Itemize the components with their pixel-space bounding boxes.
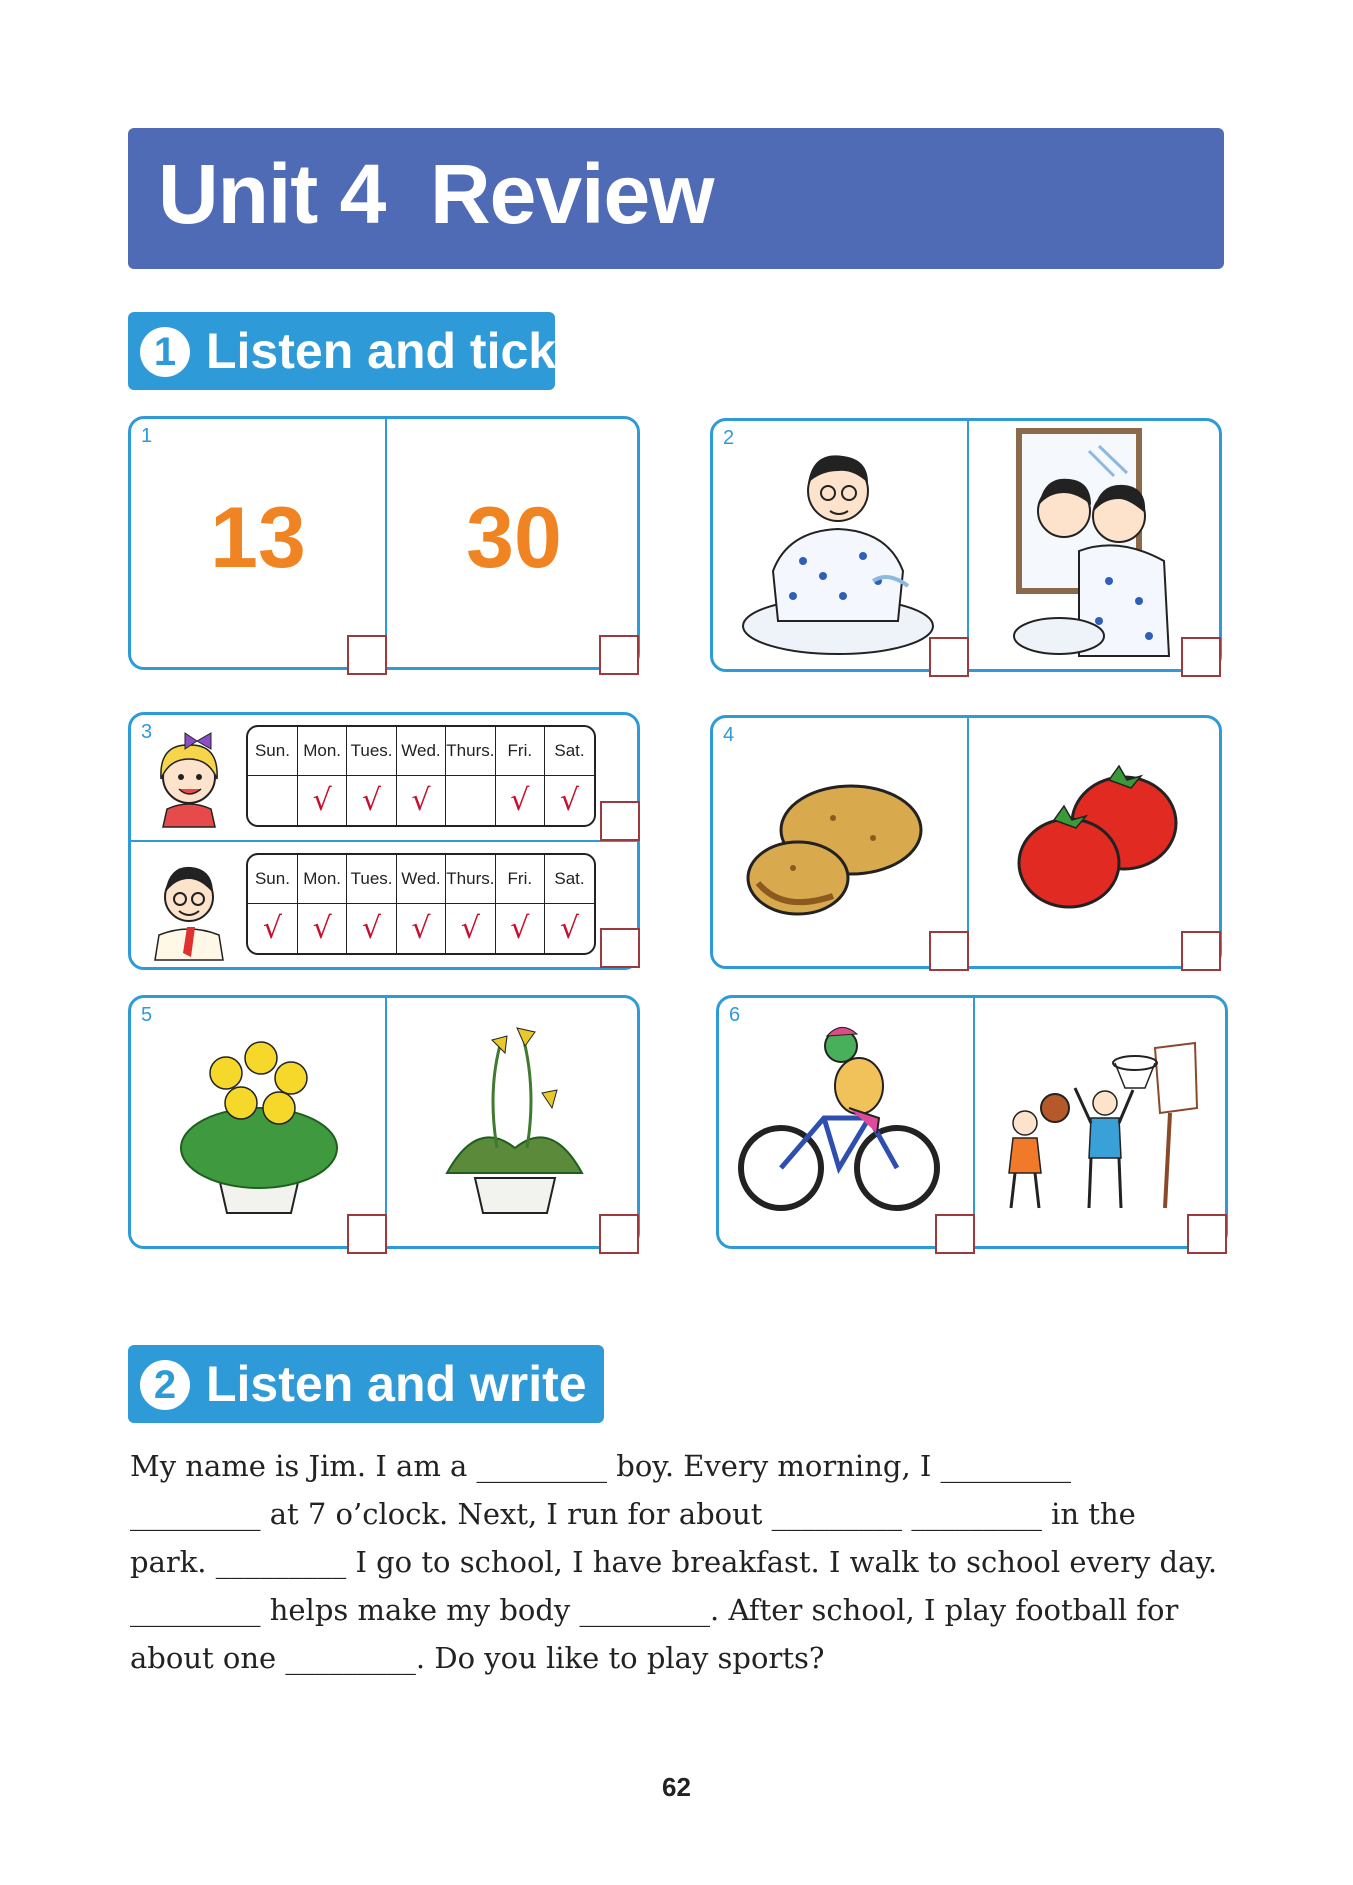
option-right: [969, 718, 1223, 966]
option-left: [713, 421, 967, 669]
check-cell: √: [297, 904, 346, 954]
check-cell: √: [495, 904, 544, 954]
unit-title-bar: [128, 128, 1224, 269]
check-cell: √: [396, 776, 445, 826]
day-cell: Sun.: [248, 727, 297, 776]
day-cell: Sun.: [248, 855, 297, 904]
day-cell: Mon.: [297, 855, 346, 904]
option-right: [387, 419, 641, 667]
boy-schedule-table: [246, 853, 596, 955]
check-cell: √: [545, 904, 594, 954]
section-2-number: 2: [140, 1360, 190, 1410]
panel-number: 5: [141, 1004, 153, 1026]
section-1-header: [128, 312, 555, 390]
page-number: 62: [662, 1772, 691, 1802]
passage-line: park. _________ I go to school, I have breakfast. I walk to school every day.: [130, 1545, 1218, 1579]
day-cell: Fri.: [495, 727, 544, 776]
tick-box[interactable]: [935, 1214, 975, 1254]
number-30: 30: [466, 490, 562, 586]
tick-box[interactable]: [929, 931, 969, 971]
panel-1: [128, 416, 640, 670]
day-cell: Wed.: [396, 855, 445, 904]
check-cell: √: [248, 904, 297, 954]
option-right: [969, 421, 1223, 669]
panel-2: [710, 418, 1222, 672]
section-1-label: Listen and tick: [206, 323, 557, 379]
panel-4: [710, 715, 1222, 969]
check-cell: √: [495, 776, 544, 826]
tick-box[interactable]: [347, 1214, 387, 1254]
panel-number: 2: [723, 427, 735, 449]
check-cell: √: [347, 776, 396, 826]
check-cell: [248, 776, 297, 826]
tick-box[interactable]: [1181, 637, 1221, 677]
passage-line: about one _________. Do you like to play sports?: [130, 1641, 825, 1675]
day-cell: Fri.: [495, 855, 544, 904]
panel-5: [128, 995, 640, 1249]
section-1-number: 1: [140, 327, 190, 377]
tick-box[interactable]: [347, 635, 387, 675]
option-right: [387, 998, 641, 1246]
option-right: [975, 998, 1229, 1246]
check-cell: √: [297, 776, 346, 826]
option-left: [131, 998, 385, 1246]
tick-box[interactable]: [1181, 931, 1221, 971]
day-cell: Thurs.: [446, 727, 495, 776]
number-13: 13: [210, 490, 306, 586]
fill-in-passage: [130, 1442, 1230, 1682]
passage-line: _________ at 7 o’clock. Next, I run for about _________ _________ in the: [130, 1497, 1136, 1531]
check-cell: [446, 776, 495, 826]
check-cell: √: [446, 904, 495, 954]
passage-line: _________ helps make my body _________. After school, I play football for: [130, 1593, 1179, 1627]
day-cell: Wed.: [396, 727, 445, 776]
section-2-header: [128, 1345, 604, 1423]
panel-number: 1: [141, 425, 153, 447]
tick-box[interactable]: [929, 637, 969, 677]
unit-title: Unit 4 Review: [158, 147, 714, 241]
passage-line: My name is Jim. I am a _________ boy. Every morning, I _________: [130, 1449, 1072, 1483]
day-cell: Sat.: [545, 727, 594, 776]
boy-avatar-icon: [149, 855, 229, 965]
tick-box[interactable]: [599, 635, 639, 675]
check-cell: √: [396, 904, 445, 954]
check-cell: √: [347, 904, 396, 954]
panel-number: 4: [723, 724, 735, 746]
panel-3: [128, 712, 640, 970]
day-cell: Tues.: [347, 727, 396, 776]
panel-6: [716, 995, 1228, 1249]
tick-box[interactable]: [600, 928, 640, 968]
panel-number: 3: [141, 721, 153, 743]
day-cell: Sat.: [545, 855, 594, 904]
tick-box[interactable]: [1187, 1214, 1227, 1254]
section-2-label: Listen and write: [206, 1356, 587, 1412]
option-left: [719, 998, 973, 1246]
day-cell: Thurs.: [446, 855, 495, 904]
panel-number: 6: [729, 1004, 741, 1026]
girl-schedule-table: [246, 725, 596, 827]
tick-box[interactable]: [599, 1214, 639, 1254]
option-left: [131, 419, 385, 667]
tick-box[interactable]: [600, 801, 640, 841]
panel-row-divider: [131, 840, 637, 842]
day-cell: Tues.: [347, 855, 396, 904]
option-left: [713, 718, 967, 966]
day-cell: Mon.: [297, 727, 346, 776]
check-cell: √: [545, 776, 594, 826]
girl-avatar-icon: [149, 729, 229, 829]
